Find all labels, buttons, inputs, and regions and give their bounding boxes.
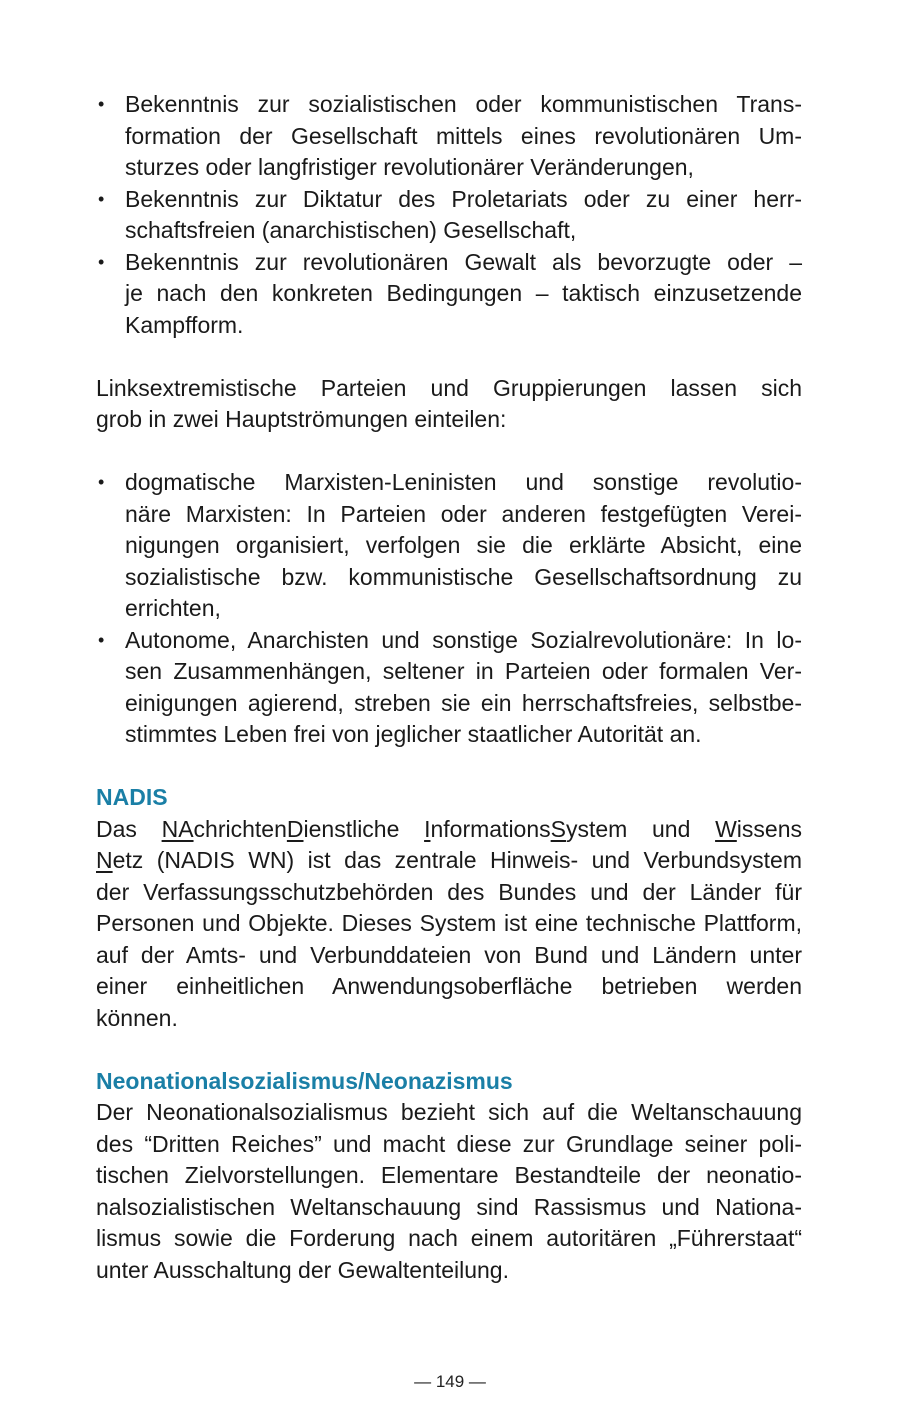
line-text: je nach den konkreten Bedingungen – taktisch einzusetzende — [125, 280, 802, 306]
underlined-letter: N — [96, 847, 113, 873]
line-text: stimmtes Leben frei von jeglicher staatlicher Autorität an. — [125, 721, 702, 747]
text-line — [96, 404, 802, 436]
text-line — [96, 247, 802, 279]
bullet-icon: • — [98, 472, 105, 492]
text-line — [96, 499, 802, 531]
text-line — [96, 1255, 802, 1287]
line-text: sturzes oder langfristiger revolutionärer Veränderungen, — [125, 154, 694, 180]
text-line — [96, 121, 802, 153]
bullet-list-currents — [96, 467, 802, 751]
text-line — [96, 940, 802, 972]
text-line — [96, 1160, 802, 1192]
line-text: einer einheitlichen Anwendungsoberfläche betrieben werden — [96, 973, 802, 999]
text-line — [96, 152, 802, 184]
line-text: können. — [96, 1004, 178, 1031]
paragraph-neonazism — [96, 1097, 802, 1286]
line-text: Personen und Objekte. Dieses System ist eine technische Plattform, — [96, 910, 802, 936]
text-segment: ystem und — [565, 815, 716, 842]
list-item — [96, 184, 802, 247]
underlined-letter: NA — [161, 815, 194, 842]
line-text: auf der Amts- und Verbunddateien von Bund und Ländern unter — [96, 941, 802, 968]
text-line — [96, 656, 802, 688]
bullet-icon: • — [98, 94, 105, 114]
line-text: unter Ausschaltung der Gewaltenteilung. — [96, 1256, 509, 1283]
line-text: formation der Gesellschaft mittels eines revolutionären Um- — [125, 122, 802, 149]
underlined-letter: I — [424, 815, 431, 842]
heading-neonazism: Neonationalsozialismus/Neonazismus — [96, 1067, 513, 1094]
bullet-icon: • — [98, 188, 105, 209]
text-segment: issens — [736, 815, 802, 842]
text-line — [96, 89, 802, 121]
list-item — [96, 625, 802, 751]
text-line — [96, 278, 802, 310]
text-line — [96, 845, 802, 877]
text-segment: chrichten — [193, 815, 287, 842]
text-line — [96, 814, 802, 846]
line-text: Autonome, Anarchisten und sonstige Sozialrevolutionäre: In lo- — [125, 626, 802, 653]
text-line — [96, 1192, 802, 1224]
line-text: Bekenntnis zur revolutionären Gewalt als bevorzugte oder – — [125, 248, 802, 275]
line-text: näre Marxisten: In Parteien oder anderen festgefügten Verei- — [125, 500, 802, 527]
line-text: grob in zwei Hauptströmungen einteilen: — [96, 406, 507, 432]
text-line — [96, 1097, 802, 1129]
line-text: nalsozialistischen Weltanschauung sind Rassismus und Nationa- — [96, 1193, 802, 1220]
line-text: Bekenntnis zur sozialistischen oder kommunistischen Trans- — [125, 91, 802, 117]
line-text: Der Neonationalsozialismus bezieht sich auf die Weltanschauung — [96, 1099, 802, 1125]
paragraph-nadis — [96, 814, 802, 1035]
line-text: sozialistische bzw. kommunistische Gesellschaftsordnung zu — [125, 563, 802, 590]
line-text: Linksextremistische Parteien und Gruppierungen lassen sich — [96, 374, 802, 401]
text-segment: etz (NADIS WN) ist das zentrale Hinweis- und Verbundsystem — [112, 847, 802, 873]
page-number: — 149 — — [414, 1372, 486, 1391]
text-line — [96, 593, 802, 625]
line-text: des “Dritten Reiches” und macht diese zur Grundlage seiner poli- — [96, 1130, 802, 1157]
text-line — [96, 908, 802, 940]
paragraph-intro — [96, 373, 802, 436]
text-line — [96, 467, 802, 499]
bullet-icon: • — [98, 629, 105, 650]
line-text: errichten, — [125, 595, 221, 621]
text-line — [96, 184, 802, 216]
text-line — [96, 625, 802, 657]
line-text: lismus sowie die Forderung nach einem autoritären „Führerstaat“ — [96, 1225, 802, 1251]
line-text: Kampfform. — [125, 311, 244, 338]
line-text: schaftsfreien (anarchistischen) Gesellschaft, — [125, 217, 577, 243]
list-item — [96, 89, 802, 184]
line-text: nigungen organisiert, verfolgen sie die erklärte Absicht, eine — [125, 532, 802, 558]
text-line — [96, 877, 802, 909]
text-line — [96, 562, 802, 594]
text-line — [96, 1003, 802, 1035]
line-text: dogmatische Marxisten-Leninisten und sonstige revolutio- — [125, 469, 802, 495]
line-text: sen Zusammenhängen, seltener in Parteien oder formalen Ver- — [125, 658, 802, 684]
line-text: Bekenntnis zur Diktatur des Proletariats oder zu einer herr- — [125, 185, 802, 212]
text-line — [96, 688, 802, 720]
list-item — [96, 247, 802, 342]
page-content — [96, 89, 802, 1286]
text-line — [96, 1129, 802, 1161]
text-line — [96, 1223, 802, 1255]
underlined-letter: S — [550, 815, 566, 842]
text-line — [96, 215, 802, 247]
line-text: der Verfassungsschutzbehörden des Bundes und der Länder für — [96, 878, 802, 905]
text-line — [96, 373, 802, 405]
text-line — [96, 310, 802, 342]
line-text: tischen Zielvorstellungen. Elementare Bestandteile der neonatio- — [96, 1162, 802, 1188]
underlined-letter: D — [286, 815, 304, 842]
text-segment: Das — [96, 815, 162, 842]
underlined-letter: W — [715, 815, 737, 842]
list-item — [96, 467, 802, 625]
heading-nadis: NADIS — [96, 784, 168, 810]
line-text: einigungen agierend, streben sie ein herrschaftsfreies, selbstbe- — [125, 689, 802, 716]
text-segment: nformations — [430, 815, 551, 842]
text-line — [96, 530, 802, 562]
text-line — [96, 719, 802, 751]
text-line — [96, 971, 802, 1003]
bullet-list-criteria — [96, 89, 802, 341]
text-segment: ienstliche — [303, 815, 425, 842]
bullet-icon: • — [98, 251, 105, 272]
